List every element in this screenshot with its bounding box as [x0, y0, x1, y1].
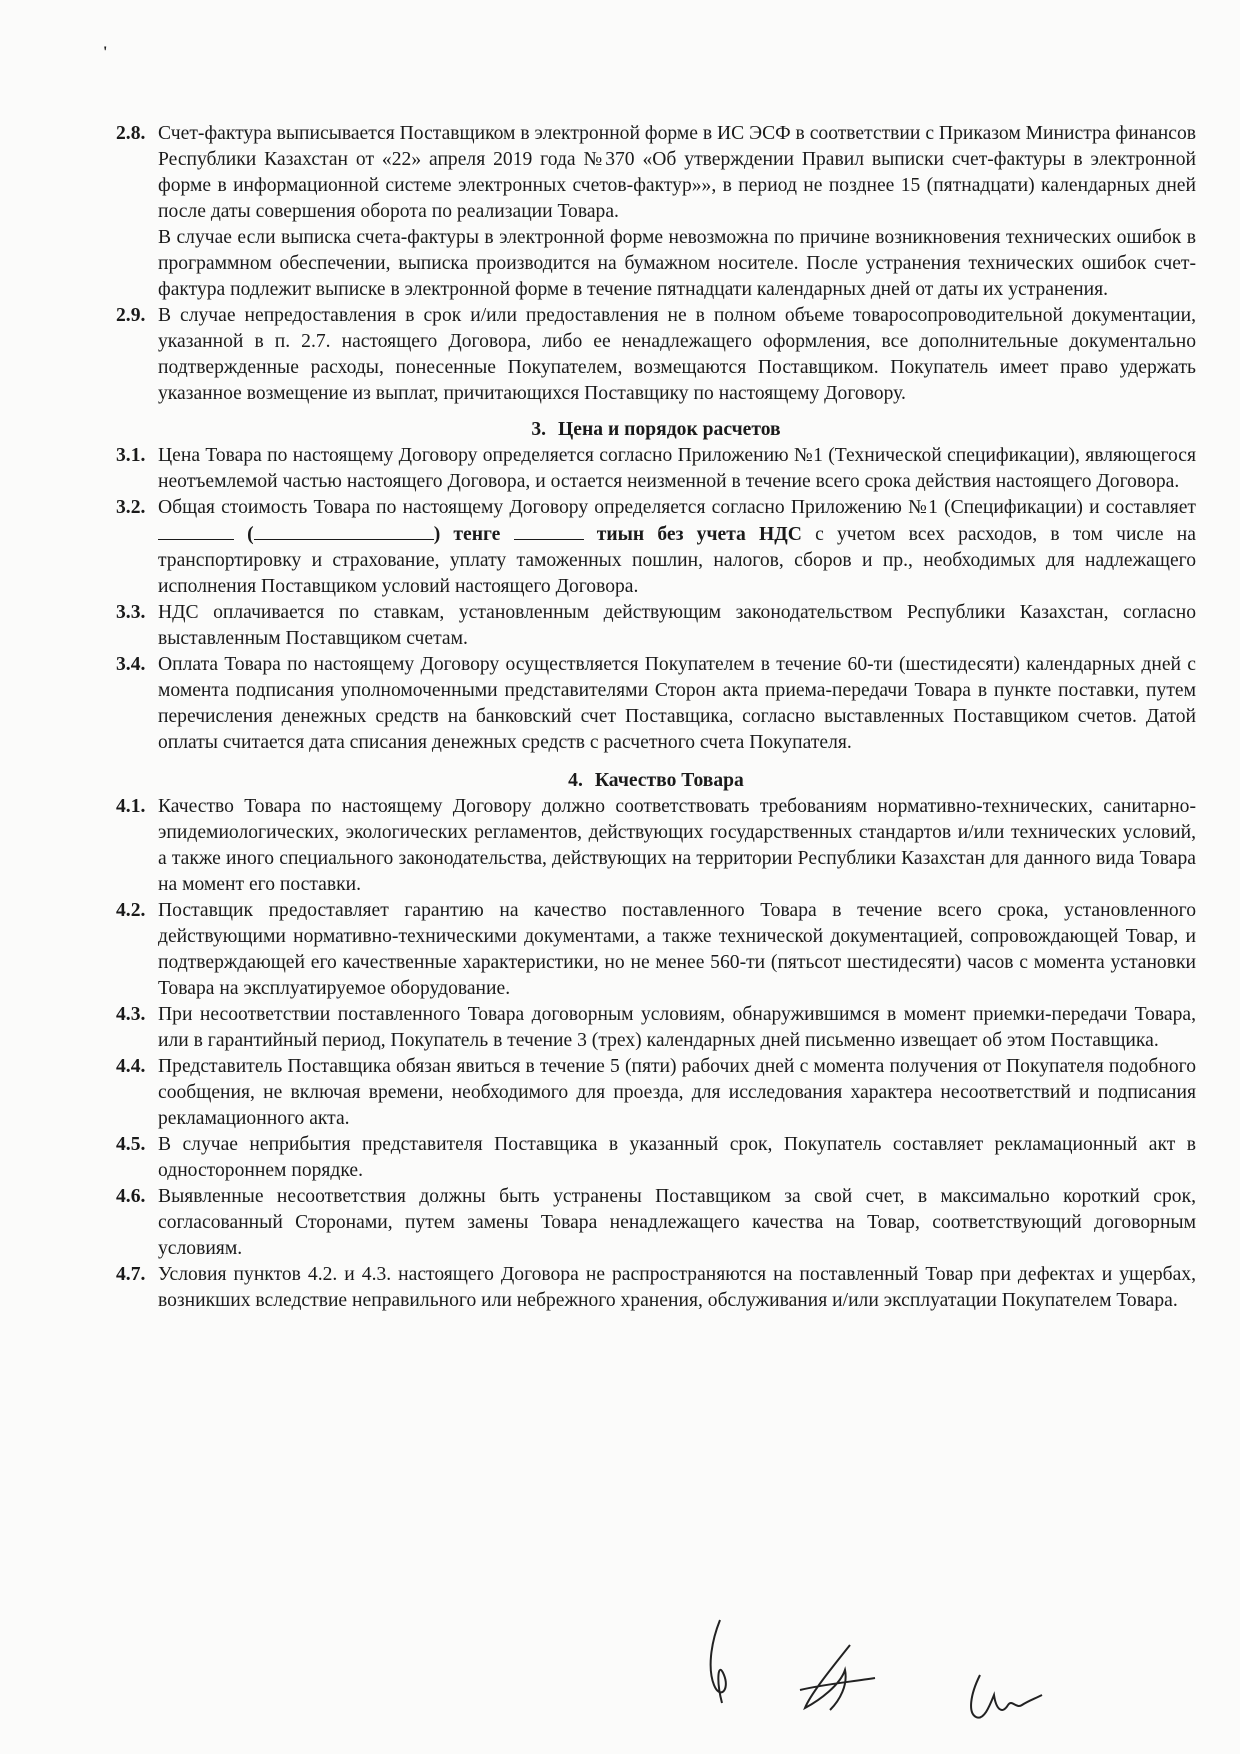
tiyn-blank[interactable]	[514, 521, 584, 540]
currency-tenge: тенге	[453, 524, 501, 545]
clause-text: При несоответствии поставленного Товара договорным условиям, обнаружившимся в момент приемки-передачи Товара, или в гарантийный период, Покупатель в течение 3 (трех) календарных дней письменно извещает об этом Поставщика.	[158, 1004, 1196, 1051]
amount-blank[interactable]	[158, 521, 234, 540]
signature-initial-3	[960, 1665, 1045, 1725]
signature-initial-2	[790, 1640, 880, 1715]
clause-number: 3.2.	[116, 497, 146, 518]
section-number: 4.	[568, 770, 583, 791]
clause-number: 3.4.	[116, 654, 146, 675]
clause-4-6	[116, 1184, 1196, 1262]
tiyn-label: тиын без учета НДС	[596, 524, 802, 545]
clause-number: 3.3.	[116, 602, 146, 623]
paren-close: )	[433, 524, 441, 545]
clause-text: Счет-фактура выписывается Поставщиком в электронной форме в ИС ЭСФ в соответствии с Приказом Министра финансов Республики Казахстан от «22» апреля 2019 года №370 «Об утверждении Правил выписки счет-фактуры в электронной форме в информационной системе электронных счетов-фактур»», в период не позднее 15 (пятнадцати) календарных дней после даты совершения оборота по реализации Товара.	[158, 123, 1196, 222]
clause-number: 4.6.	[116, 1186, 146, 1207]
clause-text: Оплата Товара по настоящему Договору осуществляется Покупателем в течение 60-ти (шестидесяти) календарных дней с момента подписания уполномоченными представителями Сторон акта приема-передачи Товара в пункте поставки, путем перечисления денежных средств на банковский счет Поставщика, согласно выставленных Поставщиком счетов. Датой оплаты считается дата списания денежных средств с расчетного счета Покупателя.	[158, 654, 1196, 753]
clause-4-5	[116, 1132, 1196, 1184]
clause-4-7	[116, 1262, 1196, 1314]
section-title: Качество Товара	[594, 770, 744, 791]
clause-4-4	[116, 1054, 1196, 1132]
clause-text: Поставщик предоставляет гарантию на качество поставленного Товара в течение всего срока, установленного действующими нормативно-техническими документами, а также технической документацией, сопровождающей Товар, и подтверждающей его качественные характеристики, но не менее 560-ти (пятьсот шестидесяти) часов с момента установки Товара на эксплуатируемое оборудование.	[158, 900, 1196, 999]
clause-number: 4.5.	[116, 1134, 146, 1155]
clause-text: Условия пунктов 4.2. и 4.3. настоящего Договора не распространяются на поставленный Товар при дефектах и ущербах, возникших вследствие неправильного или небрежного хранения, обслуживания и/или эксплуатации Покупателем Товара.	[158, 1264, 1196, 1311]
section-title: Цена и порядок расчетов	[558, 419, 781, 440]
clause-2-8	[116, 121, 1196, 303]
clause-number: 4.4.	[116, 1056, 146, 1077]
section-4-heading	[116, 768, 1196, 794]
clause-text: с учетом всех расходов, в том числе на транспортировку и страхование, уплату таможенных пошлин, налогов, сборов и пр., необходимых для надлежащего исполнения Поставщиком условий настоящего Договора.	[158, 524, 1196, 597]
clause-number: 4.7.	[116, 1264, 146, 1285]
clause-text: Представитель Поставщика обязан явиться в течение 5 (пяти) рабочих дней с момента получения от Покупателя подобного сообщения, не включая времени, необходимого для проезда, для исследования характера несоответствий и подписания рекламационного акта.	[158, 1056, 1196, 1129]
clause-text: В случае если выписка счета-фактуры в электронной форме невозможна по причине возникновения технических ошибок в программном обеспечении, выписка производится на бумажном носителе. После устранения технических ошибок счет-фактура подлежит выписке в электронной форме в течение пятнадцати календарных дней от даты их устранения.	[158, 227, 1196, 300]
clause-text: В случае непредоставления в срок и/или предоставления не в полном объеме товаросопроводительной документации, указанной в п. 2.7. настоящего Договора, либо ее ненадлежащего оформления, все дополнительные документально подтвержденные расходы, понесенные Покупателем, возмещаются Поставщиком. Покупатель имеет право удержать указанное возмещение из выплат, причитающихся Поставщику по настоящему Договору.	[158, 305, 1196, 404]
clause-3-3	[116, 600, 1196, 652]
clause-number: 4.2.	[116, 900, 146, 921]
clause-text: В случае неприбытия представителя Поставщика в указанный срок, Покупатель составляет рекламационный акт в одностороннем порядке.	[158, 1134, 1196, 1181]
amount-words-blank[interactable]	[254, 521, 434, 540]
clause-text: Общая стоимость Товара по настоящему Договору определяется согласно Приложению №1 (Спецификации) и составляет	[158, 497, 1196, 518]
clause-3-4	[116, 652, 1196, 756]
clause-text: Цена Товара по настоящему Договору определяется согласно Приложению №1 (Технической спецификации), являющегося неотъемлемой частью настоящего Договора, и остается неизменной в течение всего срока действия настоящего Договора.	[158, 445, 1196, 492]
clause-number: 4.3.	[116, 1004, 146, 1025]
paren-open: (	[247, 524, 254, 545]
clause-text: НДС оплачивается по ставкам, установленным действующим законодательством Республики Казахстан, согласно выставленным Поставщиком счетам.	[158, 602, 1196, 649]
signature-initial-1	[700, 1615, 740, 1710]
clause-number: 2.8.	[116, 123, 146, 144]
section-number: 3.	[531, 419, 547, 440]
clause-text: Качество Товара по настоящему Договору должно соответствовать требованиям нормативно-технических, санитарно-эпидемиологических, экологических регламентов, действующих государственных стандартов и/или технических условий, а также иного специального законодательства, действующих на территории Республики Казахстан для данного вида Товара на момент его поставки.	[158, 796, 1196, 895]
scan-mark: '	[103, 44, 108, 61]
clause-number: 4.1.	[116, 796, 146, 817]
clause-4-1	[116, 794, 1196, 898]
clause-3-2	[116, 495, 1196, 600]
clause-number: 3.1.	[116, 445, 146, 466]
document-body	[116, 121, 1196, 1314]
clause-3-1	[116, 443, 1196, 495]
clause-4-2	[116, 898, 1196, 1002]
clause-4-3	[116, 1002, 1196, 1054]
clause-text: Выявленные несоответствия должны быть устранены Поставщиком за свой счет, в максимально короткий срок, согласованный Сторонами, путем замены Товара ненадлежащего качества на Товар, соответствующий договорным условиям.	[158, 1186, 1196, 1259]
clause-2-9	[116, 303, 1196, 407]
section-3-heading	[116, 417, 1196, 443]
clause-number: 2.9.	[116, 305, 146, 326]
